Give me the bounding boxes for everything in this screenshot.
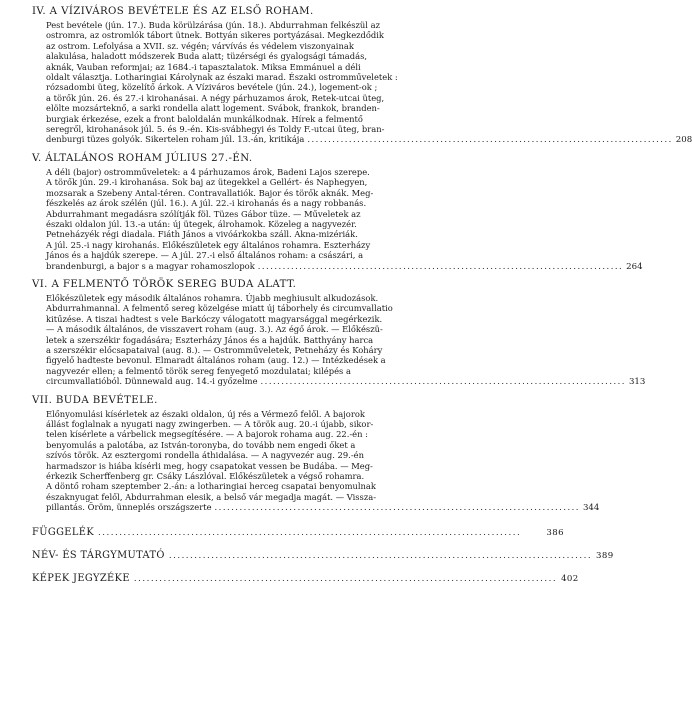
summary-line: A júl. 25.-i nagy kirohanás. Előkészületek egy általános rohamra. Eszterházy [46, 239, 371, 250]
summary-line: figyelő hadteste bevonul. Elmaradt általános roham (aug. 12.) — Intézkedések a [46, 355, 386, 366]
summary-line: telen kísérlete a várbelick megsegítésére. — A bajorok rohama aug. 22.-én : [46, 429, 368, 440]
chapter-title: VII. BUDA BEVÉTELE. [32, 394, 158, 406]
summary-line: északi oldalon júl. 13.-a után: új ütegek, álrohamok. Közeleg a nagyvezér. [46, 218, 357, 229]
index-label: NÉV- ÉS TÁRGYMUTATÓ [32, 549, 165, 561]
summary-line: a szerszékir előcsapataival (aug. 8.). — Ostromműveletek, Petneházy és Koháry [46, 344, 383, 355]
summary-line: Abdurrahmant megadásra szólítják föl. Tüzes Gábor tüze. — Műveletek az [46, 208, 361, 219]
chapter-title: VI. A FELMENTŐ TÖRÖK SEREG BUDA ALATT. [32, 278, 297, 290]
summary-line: A törők jún. 29.-i kirohanása. Sok baj az ütegekkel a Gellért- és Naphegyen, [46, 177, 368, 188]
dot-leader: ........................................................................................ [257, 260, 624, 271]
summary-line: szívós török. Az esztergomi rondella áthidalása. — A nagyvezér aug. 29.-én [46, 450, 364, 461]
summary-last-line [46, 134, 692, 146]
summary-line: A döntő roham szeptember 2.-án: a lotharingiai herceg csapatai benyomulnak [46, 481, 376, 492]
page-number: 386 [546, 527, 564, 538]
dot-leader: .................................................................................................... [133, 573, 558, 584]
summary-last-line [46, 502, 600, 514]
summary-line: burgiak érkezése, ezek a front baloldalán munkálkodnak. Hírek a felmentő [46, 113, 363, 124]
summary-line: nagyvezér ellen; a felmentő török sereg fenyegető mozdulatai; kilépés a [46, 365, 351, 376]
chapter-summary [46, 166, 643, 272]
chapter-summary [46, 20, 692, 146]
chapter-summary [46, 408, 600, 514]
illustrations-entry [32, 572, 579, 584]
summary-line: aknák, Vauban reformjai; az 1684.-i tapasztalatok. Miksa Emmánuel a déli [46, 61, 361, 72]
summary-line: A déli (bajor) ostromműveletek: a 4 párhuzamos árok, Badeni Lajos szerepe. [46, 166, 370, 177]
summary-line: mozsarak a Szebeny Antal-téren. Contravallatiók. Bajor és törők aknák. Meg- [46, 187, 374, 198]
summary-line: a törők jún. 26. és 27.-i kirohanásai. A négy párhuzamos árok, Retek-utcai üteg, [46, 92, 385, 103]
summary-line: állást foglalnak a nyugati nagy zwingerben. — A török aug. 20.-i újabb, sikor- [46, 419, 374, 429]
summary-line: Abdurrahmannal. A felmentő sereg közelgése miatt új táborhely és circumvallatio [46, 303, 393, 314]
summary-line: alakulása, haladott módszerek Buda alatt; tüzérségi és gyalogsági támadás, [46, 51, 367, 62]
summary-line: János és a hajdúk szerepe. — A júl. 27.-i első általános roham: a császári, a [46, 250, 364, 261]
summary-line: az ostrom. Lefolyása a XVII. sz. végén; várvívás és védelem viszonyainak [46, 40, 354, 51]
summary-line: letek a szerszékir fogadására; Eszterházy János és a hajdúk. Batthyány harca [46, 334, 374, 345]
summary-line: rózsadombi üteg, közelítő árkok. A Víziváros bevétele (jún. 24.), logement-ok ; [46, 82, 378, 93]
summary-line: oldalt választja. Lotharingiai Károlynak az északi marad. Északi ostromműveletek : [46, 72, 398, 83]
dot-leader: .................................................................................................... [98, 527, 522, 538]
summary-line: seregről, kirohanások júl. 5. és 9.-én. Kis-svábhegyi és Toldy F.-utcai üteg, bran- [46, 124, 385, 135]
dot-leader: .................................................................................................... [168, 550, 593, 561]
page-number: 344 [582, 503, 600, 514]
dot-leader: ........................................................................................ [260, 376, 626, 387]
illustrations-label: KÉPEK JEGYZÉKE [32, 572, 130, 584]
summary-line: harmadszor is hiába kísérli meg, hogy csapatokat vessen be Budába. — Meg- [46, 460, 373, 471]
chapter-title: V. ÁLTALÁNOS ROHAM JÚLIUS 27.-ÉN. [32, 152, 253, 164]
chapter-iv [32, 6, 692, 146]
summary-last-line [46, 376, 646, 388]
appendix-entry [32, 527, 564, 538]
summary-last-line [46, 260, 643, 272]
page-number: 313 [628, 377, 646, 388]
chapter-summary [46, 292, 646, 388]
summary-line: kitűzése. A tiszai hadtest s vele Barkóczy válogatott magyarsággal megérkezik. [46, 313, 383, 324]
chapter-v [32, 152, 643, 272]
dot-leader: ........................................................................................ [214, 502, 580, 513]
summary-line: ostromra, az ostromlók tábort ütnek. Bottyán sikeres portyázásai. Megkezdődik [46, 30, 384, 41]
summary-line: — A második általános, de visszavert roham (aug. 3.). Az égő árok. — Előkészü- [46, 324, 383, 335]
index-entry [32, 549, 614, 561]
summary-line: brandenburgi, a bajor s a magyar rohamoszlopok [46, 260, 255, 271]
page-number: 389 [596, 550, 614, 561]
page-number: 264 [626, 261, 643, 272]
chapter-title: IV. A VÍZIVÁROS BEVÉTELE ÉS AZ ELSŐ ROHAM. [32, 6, 314, 17]
summary-line: pillantás. Öröm, ünneplés országszerte [46, 502, 212, 513]
summary-line: elölte mozsárteknő, a sarki rondella alatt logement. Svábok, frankok, branden- [46, 103, 380, 114]
summary-line: benyomulás a palotába, az István-toronyba, do tovább nem engedi őket a [46, 439, 356, 450]
appendix-label: FÜGGELÉK [32, 526, 95, 538]
chapter-vi [32, 278, 646, 388]
page-number: 402 [561, 573, 579, 584]
summary-line: circumvallatióból. Dünnewald aug. 14.-i győzelme [46, 376, 258, 387]
summary-line: érkezik Scherffenberg gr. Csáky Lászlóval. Előkészületek a végső rohamra. [46, 471, 365, 482]
summary-line: fészkelés az árok szélén (júl. 16.). A júl. 22.-i kirohanás és a nagy robbanás. [46, 198, 367, 209]
summary-line: Pest bevétele (jún. 17.). Buda körülzárása (jún. 18.). Abdurrahman felkészül az [46, 20, 380, 30]
summary-line: Petneházyék régi diadala. Fiáth János a vivóárkokba száll. Akna-mizériák. [46, 229, 358, 240]
page-number: 208 [675, 135, 692, 146]
summary-line: Előnyomulási kísérletek az északi oldalon, új rés a Vérmező felől. A bajorok [46, 408, 365, 419]
summary-line: denburgi tüzes golyók. Sikertelen roham júl. 13.-án, kritikája [46, 134, 305, 145]
chapter-vii [32, 394, 600, 514]
summary-line: északnyugat felől, Abdurrahman elesik, a belső vár megadja magát. — Vissza- [46, 491, 377, 502]
summary-line: Előkészületek egy második általános rohamra. Újabb meghiusult alkudozások. [46, 292, 379, 303]
dot-leader: ........................................................................................ [307, 134, 673, 145]
